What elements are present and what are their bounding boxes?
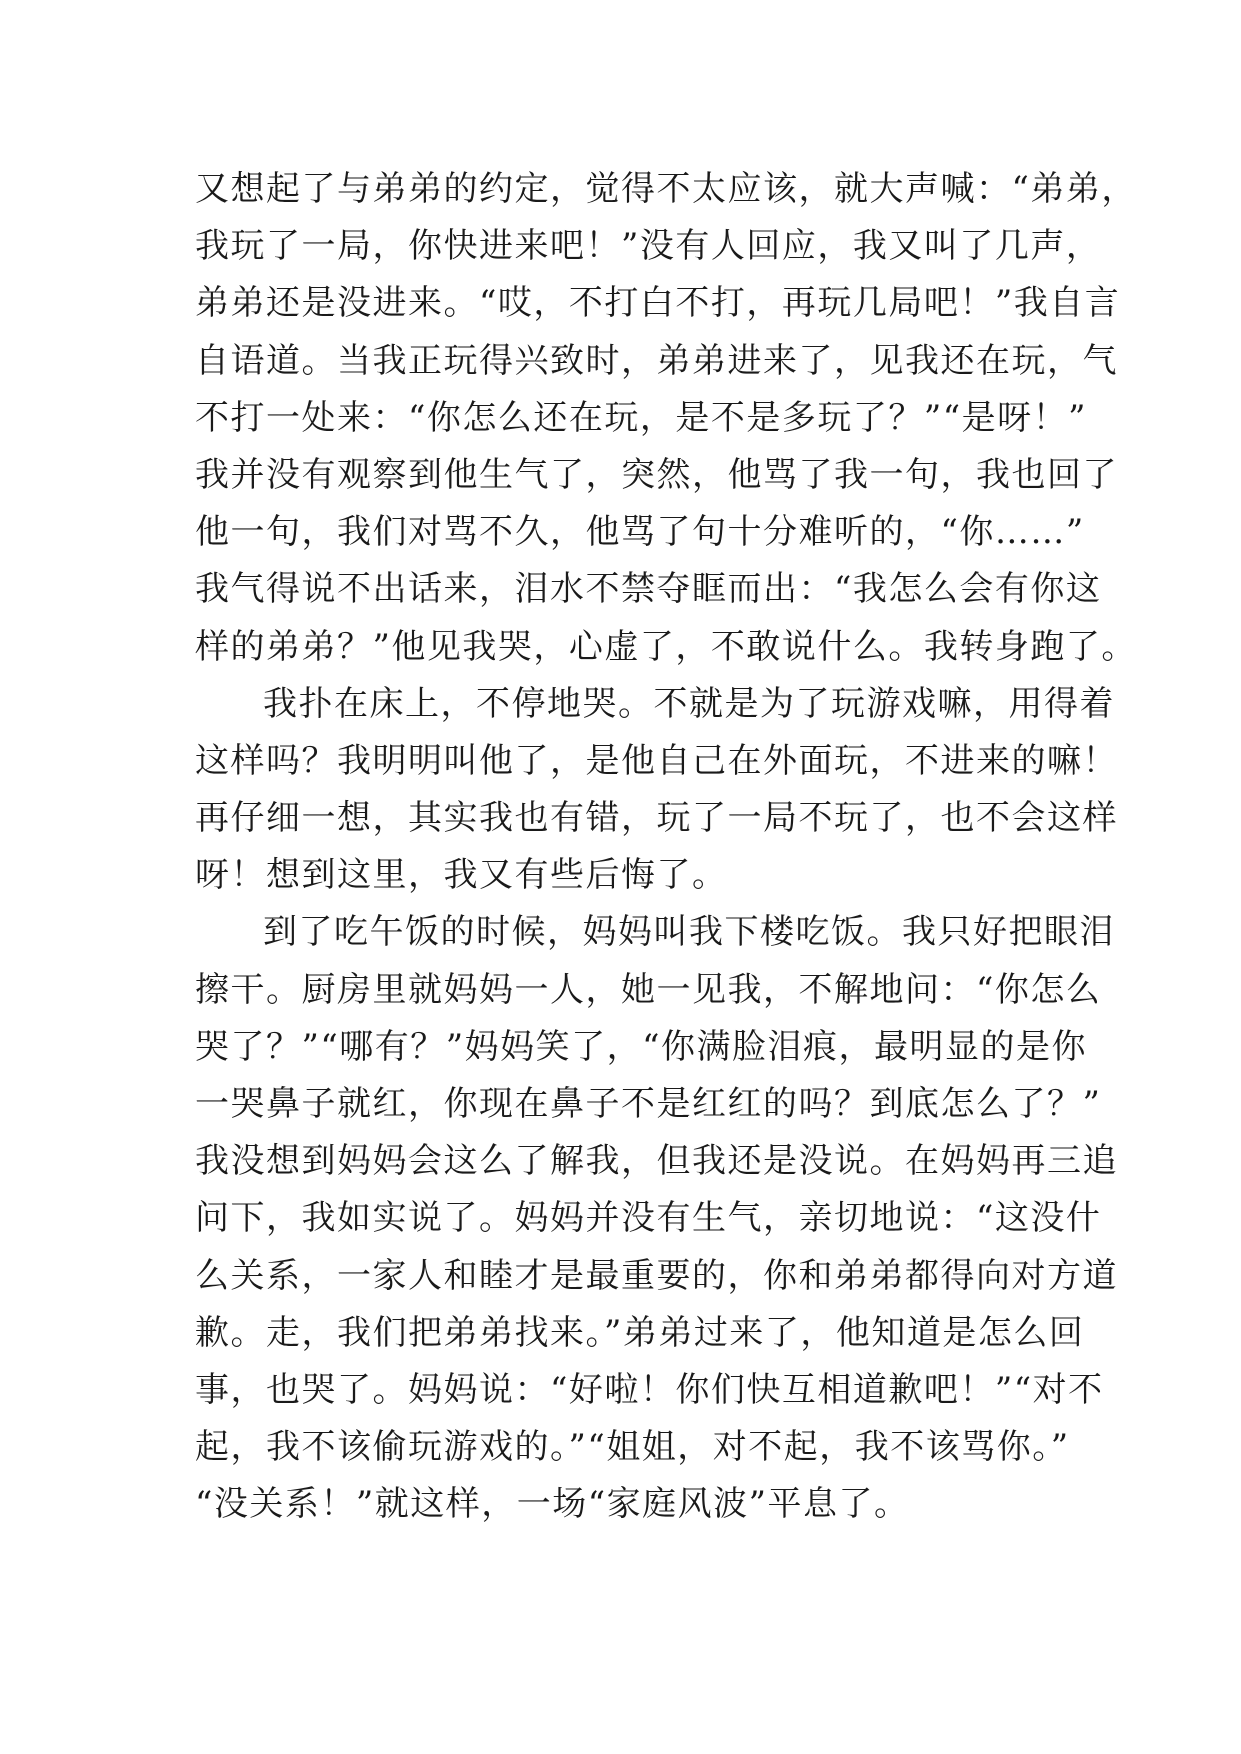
text-line: 我并没有观察到他生气了，突然，他骂了我一句，我也回了 <box>195 454 1118 495</box>
paragraph-start-line: 到了吃午饭的时候，妈妈叫我下楼吃饭。我只好把眼泪 <box>263 912 1115 953</box>
text-line: 自语道。当我正玩得兴致时，弟弟进来了，见我还在玩，气 <box>195 340 1118 381</box>
text-line: 么关系，一家人和睦才是最重要的，你和弟弟都得向对方道 <box>195 1255 1118 1296</box>
text-line: 歉。走，我们把弟弟找来。”弟弟过来了，他知道是怎么回 <box>195 1312 1085 1353</box>
text-line: “没关系！”就这样，一场“家庭风波”平息了。 <box>195 1484 910 1525</box>
text-line: 再仔细一想，其实我也有错，玩了一局不玩了，也不会这样 <box>195 798 1118 839</box>
text-line: 问下，我如实说了。妈妈并没有生气，亲切地说：“这没什 <box>195 1198 1102 1239</box>
text-line: 一哭鼻子就红，你现在鼻子不是红红的吗？到底怎么了？” <box>195 1084 1102 1124</box>
paragraph-start-line: 我扑在床上，不停地哭。不就是为了玩游戏嘛，用得着 <box>263 683 1115 724</box>
text-line: 呀！想到这里，我又有些后悔了。 <box>195 855 728 896</box>
text-line: 不打一处来：“你怎么还在玩，是不是多玩了？”“是呀！” <box>195 397 1088 438</box>
text-line: 我气得说不出话来，泪水不禁夺眶而出：“我怎么会有你这 <box>195 569 1102 610</box>
text-line: 事，也哭了。妈妈说：“好啦！你们快互相道歉吧！”“对不 <box>195 1369 1104 1410</box>
text-line: 这样吗？我明明叫他了，是他自己在外面玩，不进来的嘛！ <box>195 740 1118 781</box>
text-line: 我玩了一局，你快进来吧！”没有人回应，我又叫了几声， <box>195 226 1102 267</box>
text-line: 他一句，我们对骂不久，他骂了句十分难听的，“你……” <box>195 512 1085 553</box>
text-line: 又想起了与弟弟的约定，觉得不太应该，就大声喊：“弟弟， <box>195 169 1137 209</box>
essay-text <box>195 161 1137 1534</box>
text-line: 哭了？”“哪有？”妈妈笑了，“你满脸泪痕，最明显的是你 <box>195 1026 1088 1067</box>
text-line: 我没想到妈妈会这么了解我，但我还是没说。在妈妈再三追 <box>195 1141 1118 1182</box>
text-line: 样的弟弟？”他见我哭，心虚了，不敢说什么。我转身跑了。 <box>195 626 1137 667</box>
text-line: 弟弟还是没进来。“哎，不打白不打，再玩几局吧！”我自言 <box>195 283 1121 324</box>
text-line: 起，我不该偷玩游戏的。”“姐姐，对不起，我不该骂你。” <box>195 1427 1070 1468</box>
text-line: 擦干。厨房里就妈妈一人，她一见我，不解地问：“你怎么 <box>195 969 1102 1010</box>
